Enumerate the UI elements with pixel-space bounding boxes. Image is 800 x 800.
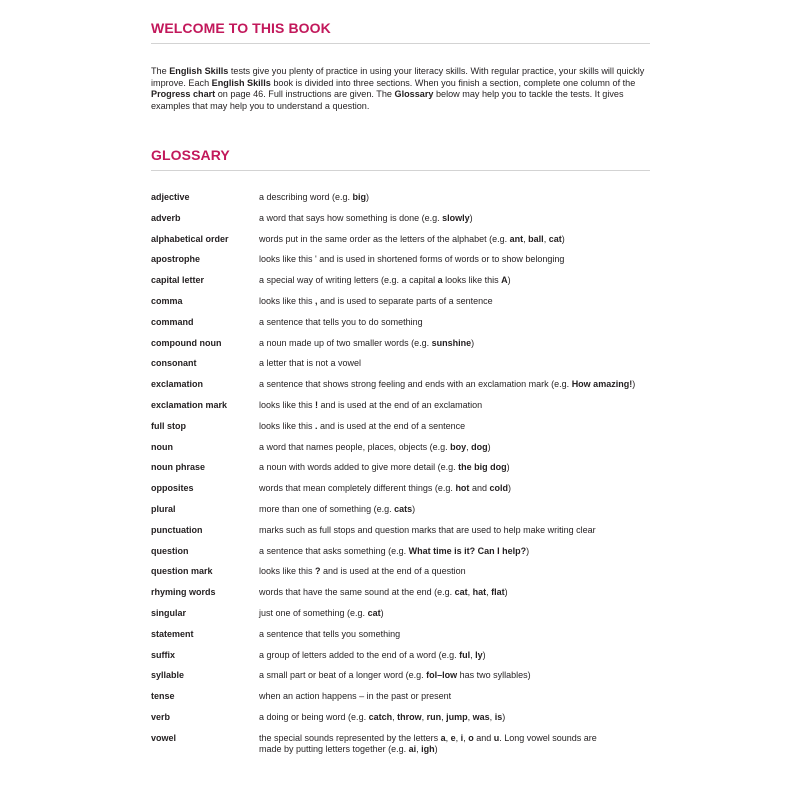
text-run: ) [507,275,511,286]
glossary-entry [151,587,661,608]
glossary-entry [151,275,661,296]
text-run: book is divided into three sections. When you finish a section, complete one column of the [270,77,636,88]
bold-text: cat [454,587,468,598]
glossary-term: exclamation mark [151,399,228,410]
text-run: ) [526,545,530,556]
glossary-definition [259,504,659,515]
glossary-entry [151,379,661,400]
bold-text: ball [528,233,544,244]
glossary-definition [259,629,659,640]
text-run: tests give you plenty of practice in using your literacy skills. With regular practice, your skills will quickly improve. Each [151,66,645,88]
glossary-entry [151,358,661,379]
bold-text: throw [397,711,422,722]
welcome-paragraph [151,66,651,112]
glossary-entry [151,442,661,463]
text-run: , [455,732,461,743]
glossary-definition [259,462,659,473]
glossary-entry [151,462,661,483]
text-run: ) [412,503,416,514]
glossary-term: command [151,316,194,327]
glossary-definition [259,192,659,203]
glossary-definition [259,317,659,328]
glossary-term: question mark [151,566,213,577]
bold-text: dog [471,441,488,452]
glossary-definition [259,442,659,453]
text-run: words put in the same order as the letters of the alphabet (e.g. [259,233,510,244]
bold-text: . [315,420,318,431]
glossary-definition [259,254,659,265]
text-run: a describing word (e.g. [259,192,353,202]
glossary-term: comma [151,295,183,306]
glossary-entry [151,733,661,754]
glossary-definition [259,338,659,349]
text-run: and [469,483,490,494]
text-run: , [470,649,476,660]
glossary-term: syllable [151,670,185,681]
text-run: a group of letters added to the end of a word (e.g. [259,649,460,660]
text-run: looks like this [259,566,316,577]
text-run: , [392,711,398,722]
glossary-definition [259,608,659,619]
glossary-definition [259,525,659,536]
welcome-heading: WELCOME TO THIS BOOK [151,20,331,36]
glossary-definition [259,296,659,307]
glossary-entry [151,546,661,567]
glossary-divider [151,170,650,171]
text-run: a noun made up of two smaller words (e.g. [259,337,432,348]
glossary-heading: GLOSSARY [151,147,230,163]
glossary-entry [151,629,661,650]
glossary-term: verb [151,711,171,722]
text-run: ) [469,212,473,223]
bold-text: A [501,275,508,286]
text-run: a noun with words added to give more detail (e.g. [259,462,459,473]
bold-text: cat [548,233,562,244]
glossary-list [151,192,661,754]
text-run: and is used at the end of a sentence [317,420,466,431]
text-run: a small part or beat of a longer word (e.g. [259,670,427,681]
glossary-term: tense [151,691,175,702]
text-run: ) [366,192,370,202]
text-run: ) [632,379,636,390]
text-run: , [421,711,427,722]
glossary-definition [259,650,659,661]
bold-text: boy [450,441,467,452]
text-run: more than one of something (e.g. [259,503,395,514]
text-run: marks such as full stops and question marks that are used to help make writing clear [259,524,596,535]
glossary-entry [151,504,661,525]
glossary-term: question [151,545,189,556]
text-run: , [543,233,549,244]
welcome-text [151,66,651,112]
glossary-term: alphabetical order [151,233,229,244]
bold-text: hat [472,587,487,598]
bold-text: a [440,732,446,743]
text-run: a sentence that tells you to do something [259,316,423,327]
bold-text: u [493,732,500,743]
glossary-entry [151,566,661,587]
text-run: a sentence that shows strong feeling and ends with an exclamation mark (e.g. [259,379,572,390]
glossary-entry [151,213,661,234]
text-run: and is used to separate parts of a sentence [317,295,493,306]
text-run: a special way of writing letters (e.g. a capital [259,275,438,286]
bold-text: i [460,732,464,743]
text-run: , [467,711,473,722]
bold-text: the big dog [458,462,507,473]
text-run: and is used at the end of a question [320,566,466,577]
glossary-entry [151,234,661,255]
text-run: , [463,732,469,743]
text-run: looks like this [259,420,316,431]
glossary-term: rhyming words [151,587,216,598]
bold-text: ly [475,649,483,660]
glossary-definition [259,712,659,723]
text-run: ) [434,743,438,754]
text-run: and [473,732,494,743]
glossary-term: noun phrase [151,462,206,473]
text-run: ) [502,711,506,722]
glossary-entry [151,670,661,691]
glossary-term: statement [151,628,194,639]
text-run: ) [482,649,486,660]
glossary-term: vowel [151,732,177,743]
glossary-definition [259,483,659,494]
text-run: a word that names people, places, objects (e.g. [259,441,451,452]
bold-text: fol–low [426,670,458,681]
glossary-entry [151,192,661,213]
bold-text: Glossary [394,89,434,99]
glossary-term: exclamation [151,379,204,390]
glossary-term: adjective [151,192,190,202]
bold-text: sunshine [431,337,472,348]
bold-text: igh [421,743,435,754]
bold-text: ful [459,649,471,660]
glossary-term: apostrophe [151,254,201,265]
text-run: a doing or being word (e.g. [259,711,369,722]
text-run: ) [507,483,511,494]
glossary-entry [151,338,661,359]
bold-text: Progress chart [151,89,216,99]
glossary-definition [259,546,659,557]
glossary-entry [151,525,661,546]
text-run: , [416,743,422,754]
text-run: , [523,233,529,244]
bold-text: e [450,732,456,743]
glossary-entry [151,296,661,317]
bold-text: English Skills [211,77,271,88]
glossary-entry [151,421,661,442]
text-run: on page 46. Full instructions are given. The [215,89,395,99]
bold-text: How amazing! [571,379,633,390]
text-run: ) [561,233,565,244]
glossary-definition [259,566,659,577]
bold-text: What time is it? Can I help? [408,545,527,556]
glossary-definition [259,275,659,286]
text-run: below may help you to tackle the tests. It gives examples that may help you to understand a question. [151,89,624,111]
text-run: words that mean completely different things (e.g. [259,483,456,494]
text-run: the special sounds represented by the letters [259,732,441,743]
bold-text: ant [509,233,524,244]
glossary-term: opposites [151,483,194,494]
bold-text: jump [446,711,468,722]
glossary-entry [151,650,661,671]
glossary-entry [151,254,661,275]
glossary-definition [259,421,659,432]
bold-text: cold [489,483,508,494]
text-run: ) [380,607,384,618]
glossary-term: punctuation [151,524,203,535]
text-run: a sentence that asks something (e.g. [259,545,409,556]
glossary-term: plural [151,503,176,514]
text-run: , [441,711,447,722]
glossary-entry [151,400,661,421]
bold-text: ! [315,399,319,410]
text-run: , [489,711,495,722]
text-run: , [486,587,492,598]
bold-text: slowly [442,212,470,223]
text-run: ) [504,587,508,598]
glossary-definition [259,379,659,390]
bold-text: o [468,732,474,743]
text-run: , [445,732,451,743]
bold-text: was [472,711,490,722]
text-run: has two syllables) [457,670,531,681]
glossary-definition [259,400,659,411]
bold-text: cat [367,607,381,618]
bold-text: cats [394,503,413,514]
text-run: . Long vowel sounds are made by putting letters together (e.g. [259,732,597,754]
text-run: words that have the same sound at the end (e.g. [259,587,455,598]
glossary-definition [259,234,659,245]
text-run: ) [487,441,491,452]
text-run: and is used at the end of an exclamation [318,399,483,410]
glossary-entry [151,712,661,733]
glossary-term: consonant [151,358,197,369]
glossary-entry [151,483,661,504]
bold-text: a [437,275,443,286]
text-run: looks like this ' and is used in shortened forms of words or to show belonging [259,254,565,265]
text-run: looks like this [442,275,502,286]
bold-text: big [352,192,367,202]
text-run: The [151,66,170,76]
bold-text: flat [491,587,505,598]
text-run: just one of something (e.g. [259,607,368,618]
glossary-definition [259,358,659,369]
text-run: when an action happens – in the past or present [259,691,452,702]
bold-text: English Skills [169,66,229,76]
text-run: a sentence that tells you something [259,628,401,639]
text-run: a word that says how something is done (e.g. [259,212,443,223]
glossary-definition [259,670,659,681]
text-run: looks like this [259,399,316,410]
glossary-entry [151,691,661,712]
glossary-term: singular [151,607,187,618]
glossary-definition [259,213,659,224]
glossary-term: compound noun [151,337,222,348]
glossary-definition [259,587,659,598]
welcome-divider [151,43,650,44]
bold-text: run [426,711,442,722]
bold-text: is [494,711,503,722]
glossary-definition [259,691,659,702]
glossary-term: suffix [151,649,176,660]
glossary-term: capital letter [151,275,205,286]
glossary-term: adverb [151,212,181,223]
bold-text: ai [408,743,417,754]
text-run: a letter that is not a vowel [259,358,362,369]
bold-text: catch [368,711,393,722]
text-run: , [466,441,472,452]
text-run: looks like this [259,295,316,306]
glossary-definition [259,733,619,755]
bold-text: , [315,295,318,306]
text-run: , [467,587,473,598]
glossary-term: full stop [151,420,186,431]
text-run: ) [506,462,510,473]
glossary-entry [151,317,661,338]
glossary-entry [151,608,661,629]
text-run: ) [471,337,475,348]
glossary-term: noun [151,441,173,452]
bold-text: ? [315,566,321,577]
bold-text: hot [455,483,470,494]
